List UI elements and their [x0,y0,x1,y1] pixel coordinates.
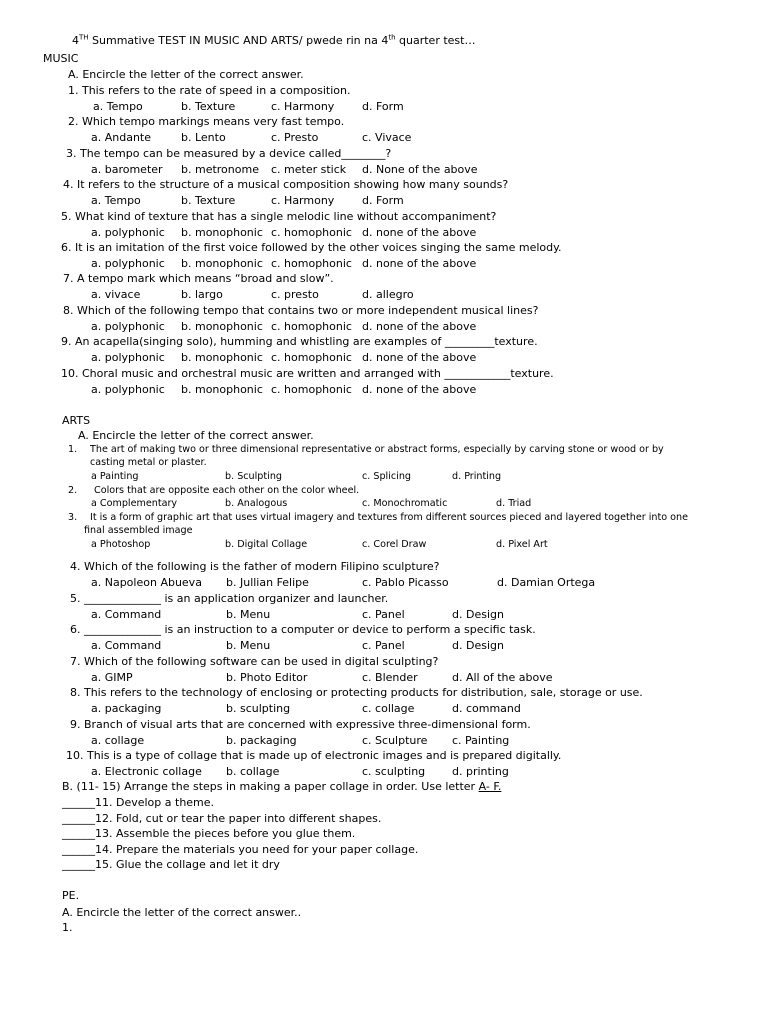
answer-choice[interactable]: a. Napoleon Abueva [91,576,202,589]
answer-choice[interactable]: b. Jullian Felipe [226,576,309,589]
answer-choice[interactable]: a. polyphonic [91,226,165,239]
answer-choice[interactable]: d. none of the above [362,383,477,396]
answer-choice[interactable]: b. metronome [181,163,259,176]
answer-choice[interactable]: d. All of the above [452,671,553,684]
answer-choice[interactable]: a. Tempo [91,194,141,207]
answer-choice[interactable]: c. Monochromatic [362,498,448,509]
answer-choice[interactable]: a. Command [91,608,162,621]
arts-q3-text-cont: final assembled image [84,525,193,536]
answer-choice[interactable]: c. Splicing [362,471,411,482]
answer-choice[interactable]: a. polyphonic [91,257,165,270]
answer-choice[interactable]: b. Lento [181,131,226,144]
answer-choice[interactable]: d. None of the above [362,163,478,176]
answer-choice[interactable]: a. Electronic collage [91,765,202,778]
answer-choice[interactable]: c. Blender [362,671,418,684]
answer-choice[interactable]: b. monophonic [181,351,263,364]
answer-choice[interactable]: c. Panel [362,639,405,652]
answer-choice[interactable]: b. Texture [181,100,236,113]
answer-choice[interactable]: b. monophonic [181,383,263,396]
arts-instruction: A. Encircle the letter of the correct answer. [78,429,314,442]
answer-choice[interactable]: c. homophonic [271,257,352,270]
answer-choice[interactable]: d. printing [452,765,509,778]
answer-choice[interactable]: c. meter stick [271,163,347,176]
answer-choice[interactable]: b. Digital Collage [225,539,308,550]
answer-choice[interactable]: c. Panel [362,608,405,621]
question-text: 3. The tempo can be measured by a device called________? [66,147,392,160]
answer-choice[interactable]: b. Menu [226,639,271,652]
question-text: 7. Which of the following software can be used in digital sculpting? [70,655,439,668]
answer-choice[interactable]: b. collage [226,765,280,778]
question-text: 10. Choral music and orchestral music are written and arranged with ____________texture. [61,367,554,380]
answer-choice[interactable]: c. Presto [271,131,319,144]
pe-instruction: A. Encircle the letter of the correct answer.. [62,906,302,919]
answer-choice[interactable]: a. packaging [91,702,162,715]
answer-choice[interactable]: a. Andante [91,131,152,144]
question-text: 9. An acapella(singing solo), humming and whistling are examples of _________texture. [61,335,538,348]
question-text: 8. Which of the following tempo that contains two or more independent musical lines? [63,304,539,317]
answer-choice[interactable]: c. homophonic [271,226,352,239]
answer-choice[interactable]: b. Analogous [225,498,288,509]
answer-choice[interactable]: d. Design [452,639,504,652]
page-title: 4TH Summative TEST IN MUSIC AND ARTS/ pwede rin na 4th quarter test… [72,33,476,47]
answer-choice[interactable]: d. allegro [362,288,414,301]
answer-choice[interactable]: b. Menu [226,608,271,621]
answer-choice[interactable]: b. monophonic [181,320,263,333]
answer-choice[interactable]: b. monophonic [181,226,263,239]
answer-choice[interactable]: d. Pixel Art [496,539,548,550]
answer-choice[interactable]: b. Photo Editor [226,671,308,684]
arts-q1-number: 1. [68,444,78,455]
answer-choice[interactable]: d. Form [362,194,404,207]
answer-choice[interactable]: a. barometer [91,163,163,176]
answer-choice[interactable]: d. Design [452,608,504,621]
answer-choice[interactable]: d. none of the above [362,320,477,333]
question-text: 4. It refers to the structure of a musical composition showing how many sounds? [63,178,509,191]
answer-choice[interactable]: d. Triad [496,498,532,509]
answer-choice[interactable]: c. Pablo Picasso [362,576,449,589]
arts-heading: ARTS [62,414,91,427]
question-text: 4. Which of the following is the father of modern Filipino sculpture? [70,560,440,573]
answer-choice[interactable]: c. presto [271,288,319,301]
answer-choice[interactable]: b. Texture [181,194,236,207]
pe-item-number: 1. [62,921,73,934]
answer-choice[interactable]: a. Tempo [93,100,143,113]
arts-q1-text-cont: casting metal or plaster. [90,457,207,468]
answer-choice[interactable]: d. Printing [452,471,502,482]
arts-part-b-instruction: B. (11- 15) Arrange the steps in making a paper collage in order. Use letter A- F. [62,780,502,793]
answer-choice[interactable]: c. homophonic [271,351,352,364]
question-text: 7. A tempo mark which means “broad and slow”. [63,272,334,285]
answer-choice[interactable]: b. packaging [226,734,297,747]
answer-choice[interactable]: c. collage [362,702,415,715]
question-text: 9. Branch of visual arts that are concerned with expressive three-dimensional form. [70,718,531,731]
answer-choice[interactable]: d. none of the above [362,257,477,270]
arts-q2-text: Colors that are opposite each other on the color wheel. [94,485,360,496]
answer-choice[interactable]: a Complementary [91,498,178,509]
answer-choice[interactable]: c. Painting [452,734,510,747]
arts-q1-text: The art of making two or three dimensional representative or abstract forms, especially by carving stone or wood or by [90,444,664,455]
answer-choice[interactable]: c. Vivace [362,131,412,144]
answer-choice[interactable]: a. vivace [91,288,141,301]
answer-choice[interactable]: d. none of the above [362,351,477,364]
answer-choice[interactable]: b. largo [181,288,223,301]
question-text: 2. Which tempo markings means very fast tempo. [68,115,345,128]
question-text: 5. What kind of texture that has a single melodic line without accompaniment? [61,210,497,223]
answer-choice[interactable]: d. none of the above [362,226,477,239]
answer-choice[interactable]: c. sculpting [362,765,426,778]
arrange-step-item[interactable]: ______11. Develop a theme. [62,796,215,809]
question-text: 6. ______________ is an instruction to a computer or device to perform a specific task. [70,623,536,636]
arts-q2-number: 2. [68,485,78,496]
answer-choice[interactable]: a. polyphonic [91,320,165,333]
answer-choice[interactable]: a. Command [91,639,162,652]
music-instruction: A. Encircle the letter of the correct answer. [68,68,304,81]
answer-choice[interactable]: c. homophonic [271,383,352,396]
question-text: 6. It is an imitation of the first voice followed by the other voices singing the same melody. [61,241,562,254]
question-text: 1. This refers to the rate of speed in a composition. [68,84,351,97]
answer-choice[interactable]: d. Form [362,100,404,113]
arts-q3-number: 3. [68,512,78,523]
music-heading: MUSIC [43,52,79,65]
answer-choice[interactable]: a Photoshop [91,539,151,550]
arts-q3-text: It is a form of graphic art that uses virtual imagery and textures from different sources pieced and layered together into one [90,512,689,523]
answer-choice[interactable]: b. sculpting [226,702,291,715]
answer-choice[interactable]: c. homophonic [271,320,352,333]
answer-choice[interactable]: a. collage [91,734,145,747]
arrange-step-item[interactable]: ______12. Fold, cut or tear the paper into different shapes. [62,812,382,825]
answer-choice[interactable]: d. Damian Ortega [497,576,596,589]
answer-choice[interactable]: a Painting [91,471,139,482]
answer-choice[interactable]: b. monophonic [181,257,263,270]
arrange-step-item[interactable]: ______14. Prepare the materials you need for your paper collage. [62,843,419,856]
answer-choice[interactable]: c. Harmony [271,100,335,113]
answer-choice[interactable]: b. Sculpting [225,471,282,482]
question-text: 5. ______________ is an application organizer and launcher. [70,592,389,605]
answer-choice[interactable]: c. Corel Draw [362,539,427,550]
answer-choice[interactable]: a. polyphonic [91,351,165,364]
arrange-step-item[interactable]: ______15. Glue the collage and let it dry [62,858,280,871]
question-text: 10. This is a type of collage that is made up of electronic images and is prepared digitally. [66,749,562,762]
answer-choice[interactable]: c. Harmony [271,194,335,207]
answer-choice[interactable]: a. GIMP [91,671,133,684]
arrange-step-item[interactable]: ______13. Assemble the pieces before you glue them. [62,827,356,840]
answer-choice[interactable]: a. polyphonic [91,383,165,396]
answer-choice[interactable]: c. Sculpture [362,734,428,747]
question-text: 8. This refers to the technology of enclosing or protecting products for distribution, sale, storage or use. [70,686,643,699]
pe-heading: PE. [62,889,80,902]
answer-choice[interactable]: d. command [452,702,521,715]
